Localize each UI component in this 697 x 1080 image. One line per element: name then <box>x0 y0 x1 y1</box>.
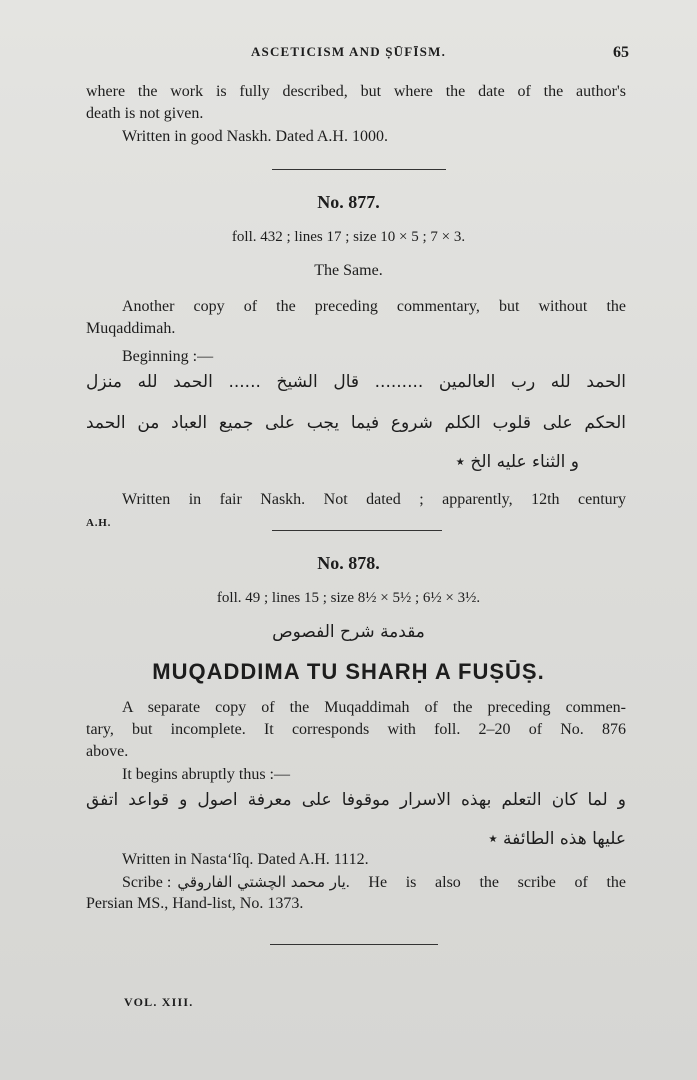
volume-signature: VOL. XIII. <box>124 995 194 1009</box>
entry-878-arabic-2: عليها هذه الطائفة ٭ <box>488 829 626 849</box>
entry-877-title: The Same. <box>314 262 383 279</box>
page-number: 65 <box>613 44 629 61</box>
entry-878-arabic-1: و لما كان التعلم بهذه الاسرار موقوفا على معرفة اصول و قواعد اتفق <box>86 790 626 810</box>
entry-878-specs: foll. 49 ; lines 15 ; size 8½ × 5½ ; 6½ × 3½. <box>216 590 481 606</box>
entry-878-begins-label: It begins abruptly thus :— <box>122 766 290 783</box>
section-rule <box>272 530 442 531</box>
entry-877-number: No. 877. <box>317 192 380 212</box>
entry-877-arabic-3: و الثناء عليه الخ ٭ <box>455 452 579 472</box>
intro-script-line: Written in good Naskh. Dated A.H. 1000. <box>122 128 388 145</box>
entry-877-desc-1: Another copy of the preceding commentary, but without the <box>122 298 626 315</box>
scribe-label: Scribe : <box>122 874 172 891</box>
entry-878-script: Written in Nastaʻlîq. Dated A.H. 1112. <box>122 851 369 868</box>
intro-line-2: death is not given. <box>86 105 204 122</box>
section-rule <box>270 944 438 945</box>
section-rule <box>272 169 446 170</box>
entry-878-title: MUQADDIMA TU SHARḤ A FUṢŪṢ. <box>152 659 545 684</box>
entry-877-beginning-label: Beginning :— <box>122 348 214 365</box>
intro-line-1: where the work is fully described, but where the date of the author's <box>86 83 626 100</box>
scribe-name: يار محمد الچشتي الفاروقي <box>177 873 346 891</box>
entry-878-persian-ms: Persian MS., Hand-list, No. 1373. <box>86 895 304 912</box>
entry-877-specs: foll. 432 ; lines 17 ; size 10 × 5 ; 7 × 3. <box>231 229 466 245</box>
entry-877-desc-2: Muqaddimah. <box>86 320 176 337</box>
entry-878-number: No. 878. <box>317 553 380 573</box>
entry-878-desc-1: A separate copy of the Muqaddimah of the preceding commen- <box>122 699 626 716</box>
entry-877-arabic-2: الحكم على قلوب الكلم شروع فيما يجب على جميع العباد من الحمد <box>86 413 626 433</box>
entry-877-script-2: A.H. <box>86 517 112 529</box>
entry-877-arabic-1: الحمد لله رب العالمين ......... قال الشيخ ...... الحمد لله منزل <box>86 372 626 392</box>
running-title: ASCETICISM AND ṢŪFĪSM. <box>250 44 447 59</box>
entry-877-script-1: Written in fair Naskh. Not dated ; apparently, 12th century <box>122 491 626 508</box>
scribe-rest: . He is also the scribe of the <box>345 874 626 891</box>
entry-878-desc-2: tary, but incomplete. It corresponds with foll. 2–20 of No. 876 <box>86 721 626 738</box>
running-head <box>0 44 697 64</box>
entry-878-arabic-title: مقدمة شرح الفصوص <box>272 622 425 642</box>
entry-878-scribe-line <box>122 871 626 894</box>
entry-878-desc-3: above. <box>86 743 129 760</box>
